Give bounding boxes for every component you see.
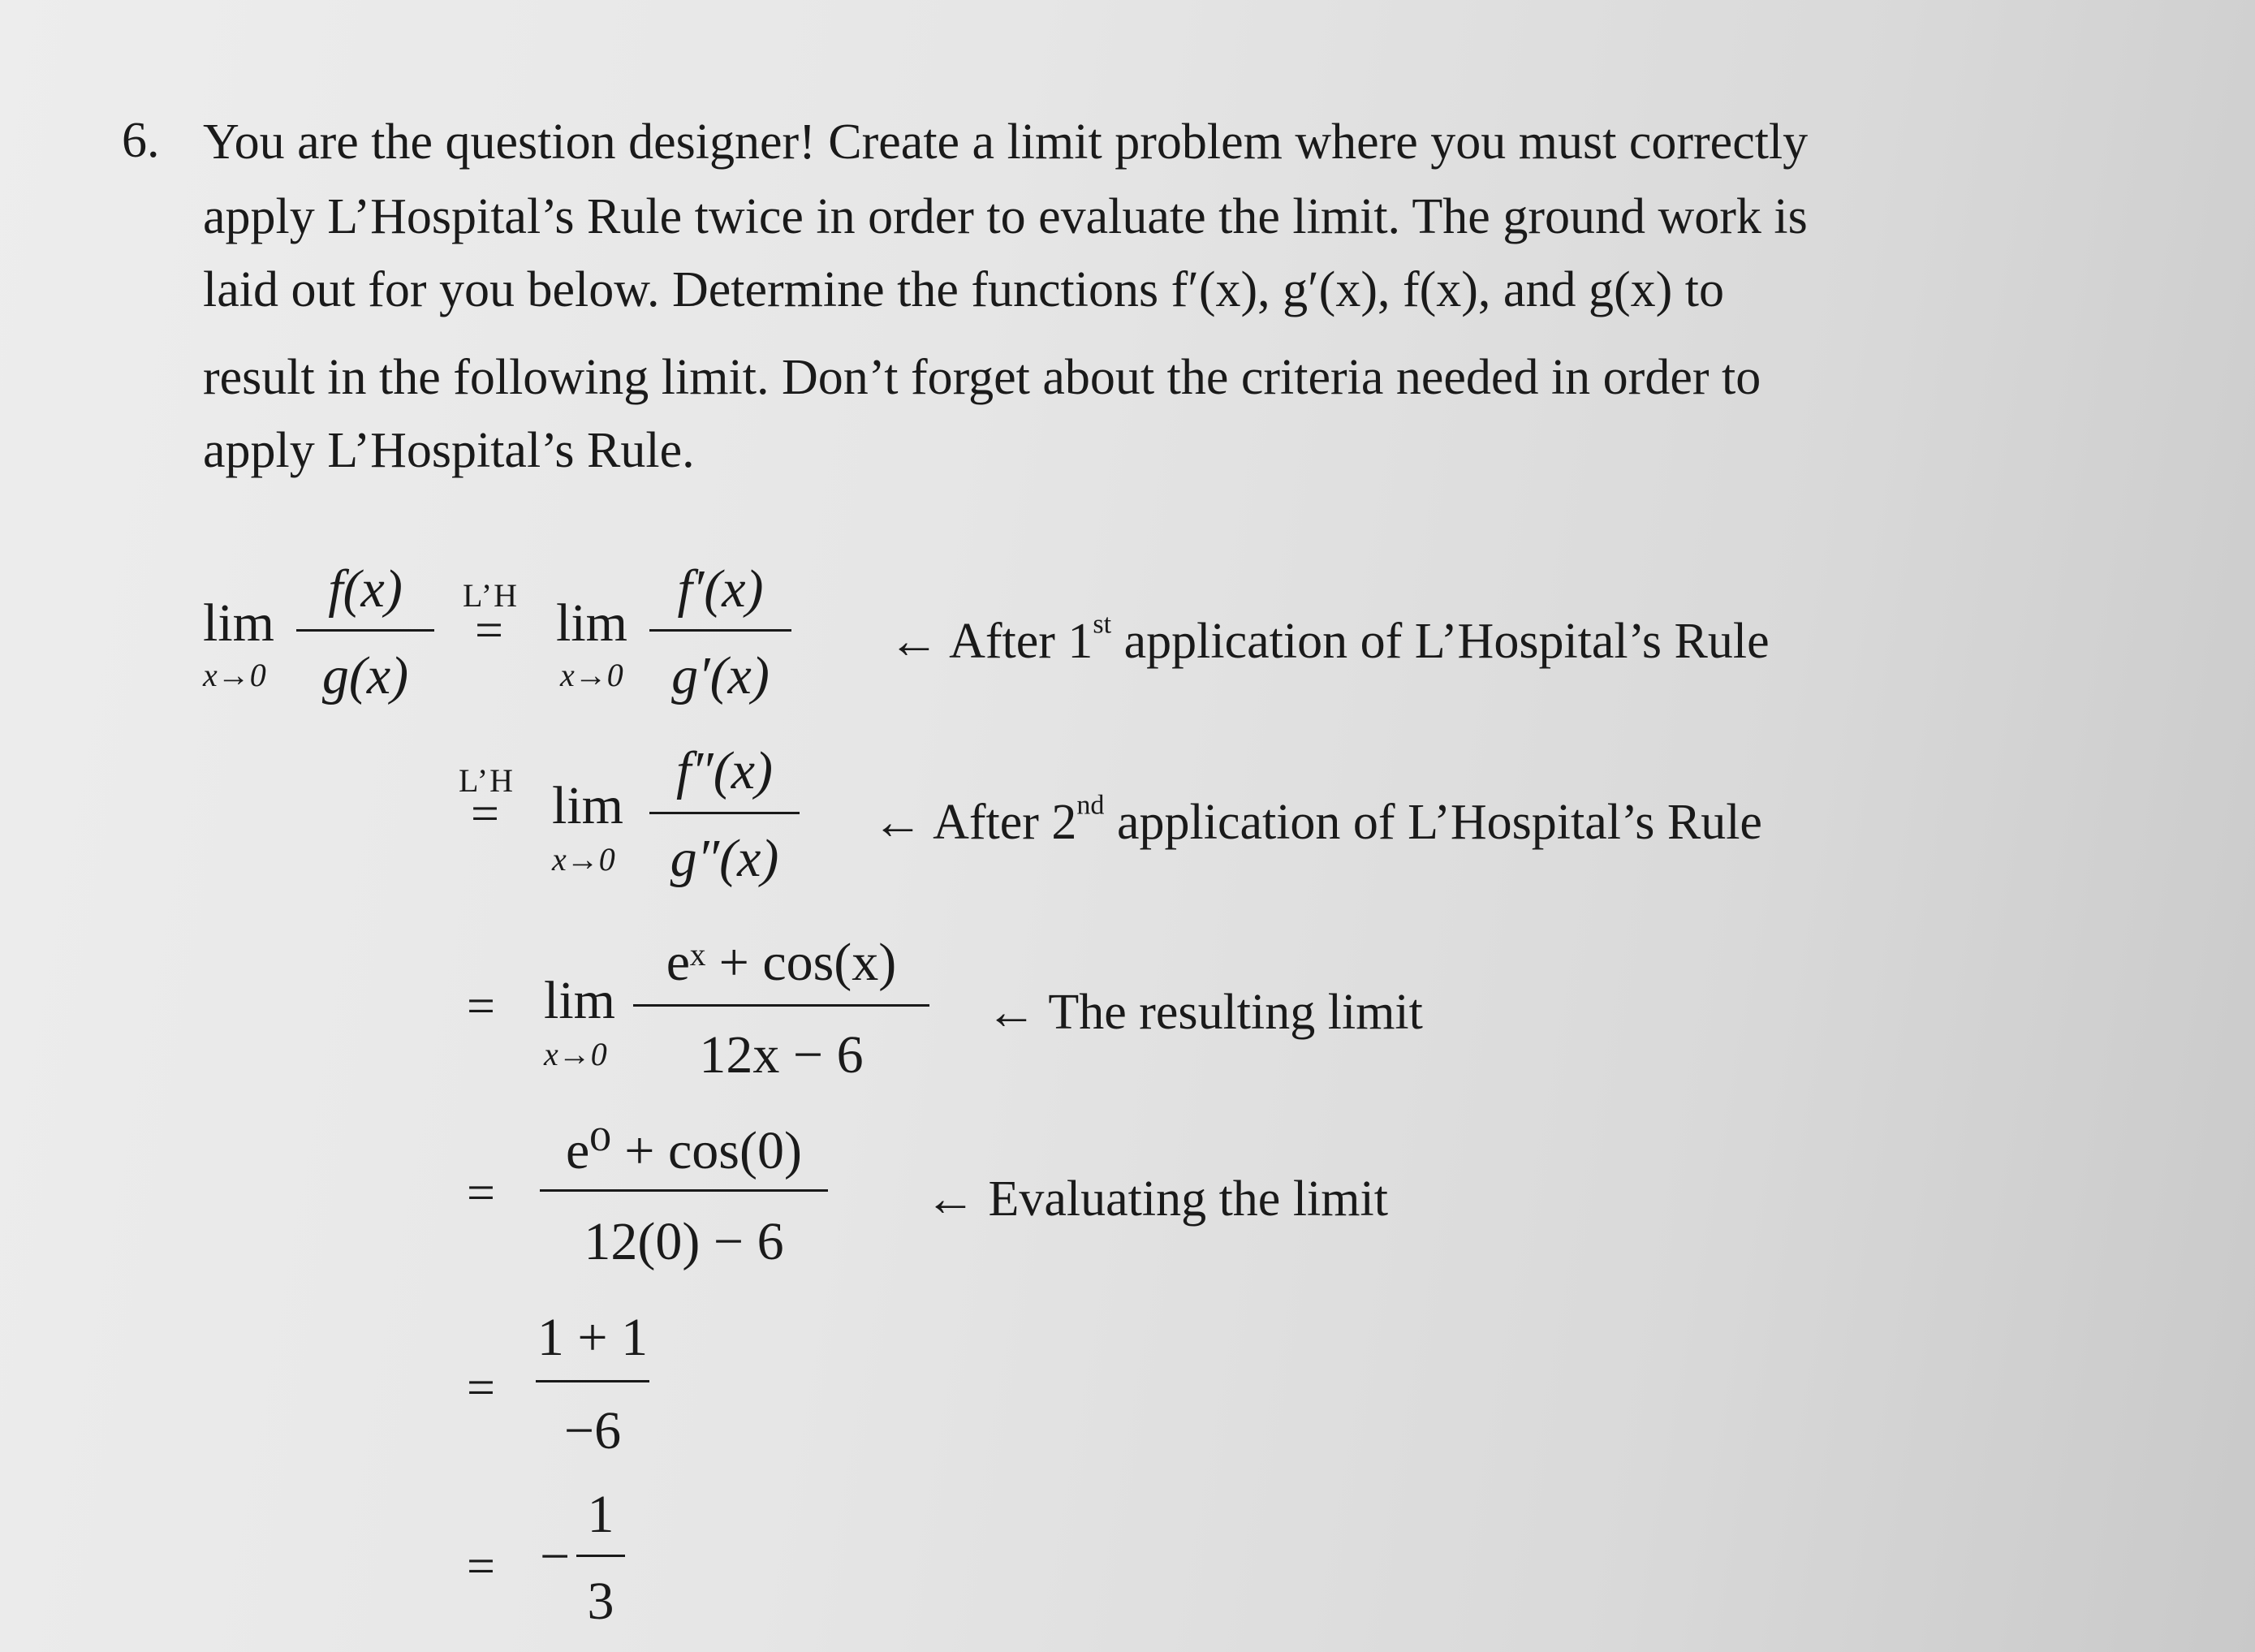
equals-sign: = (471, 787, 499, 842)
fraction-bar (633, 1004, 929, 1007)
annotation-first-application (889, 609, 1770, 671)
lim-subscript: x→0 (544, 1036, 607, 1072)
fraction-denominator: −6 (563, 1401, 622, 1460)
fraction-denominator: g(x) (321, 646, 409, 705)
lim-subscript: x→0 (552, 841, 615, 878)
lim-subscript: x→0 (203, 657, 266, 693)
fraction-numerator: f(x) (328, 559, 403, 619)
equals-sign: = (475, 603, 503, 658)
question-number: 6. (122, 113, 160, 168)
lim-label: lim (544, 971, 616, 1030)
question-line-1: You are the question designer! Create a limit problem where you must correctly (203, 114, 1809, 170)
lhospital-marker: L’H (459, 762, 515, 799)
lhospital-marker: L’H (463, 577, 519, 614)
note-text: ← After 1 (889, 614, 1093, 669)
question-line-3: laid out for you below. Determine the functions f′(x), g′(x), f(x), and g(x) to (203, 262, 1724, 317)
fraction-bar (540, 1189, 828, 1192)
annotation-resulting-limit: ← The resulting limit (986, 985, 1423, 1040)
fraction-denominator: 12x − 6 (699, 1025, 864, 1085)
fraction-numerator: 1 (587, 1485, 614, 1544)
equals-sign: = (467, 1166, 495, 1221)
fraction-denominator: g′(x) (671, 646, 770, 705)
note-text: application of L’Hospital’s Rule (1104, 795, 1762, 850)
annotation-second-application (873, 790, 1762, 852)
minus-sign: − (540, 1527, 571, 1586)
equals-sign: = (467, 1539, 495, 1594)
fraction-denominator: g″(x) (670, 829, 779, 888)
fraction-denominator: 3 (587, 1572, 614, 1631)
fraction-bar (296, 629, 434, 632)
note-superscript: nd (1076, 790, 1105, 821)
fraction-bar (536, 1380, 649, 1382)
fraction-numerator: 1 + 1 (537, 1308, 649, 1367)
lim-subscript: x→0 (560, 657, 623, 693)
fraction-numerator: f″(x) (675, 741, 774, 800)
question-line-5: apply L’Hospital’s Rule. (203, 423, 695, 478)
fraction-numerator: e⁰ + cos(0) (566, 1121, 802, 1180)
note-superscript: st (1093, 609, 1112, 640)
lim-label: lim (203, 593, 275, 653)
question-line-2: apply L’Hospital’s Rule twice in order to evaluate the limit. The ground work is (203, 189, 1808, 244)
equals-sign: = (467, 979, 495, 1034)
fraction-denominator: 12(0) − 6 (584, 1212, 784, 1271)
fraction-bar (649, 629, 791, 632)
lim-label: lim (552, 776, 624, 835)
fraction-numerator: f′(x) (677, 559, 764, 619)
lim-label: lim (556, 593, 628, 653)
fraction-bar (576, 1555, 625, 1557)
note-text: application of L’Hospital’s Rule (1111, 614, 1770, 669)
annotation-evaluating-limit: ← Evaluating the limit (925, 1171, 1388, 1227)
equals-sign: = (467, 1361, 495, 1416)
fraction-numerator: eˣ + cos(x) (666, 933, 897, 992)
fraction-bar (649, 812, 800, 814)
note-text: ← After 2 (873, 795, 1077, 850)
question-line-4: result in the following limit. Don’t forget about the criteria needed in order to (203, 350, 1761, 405)
